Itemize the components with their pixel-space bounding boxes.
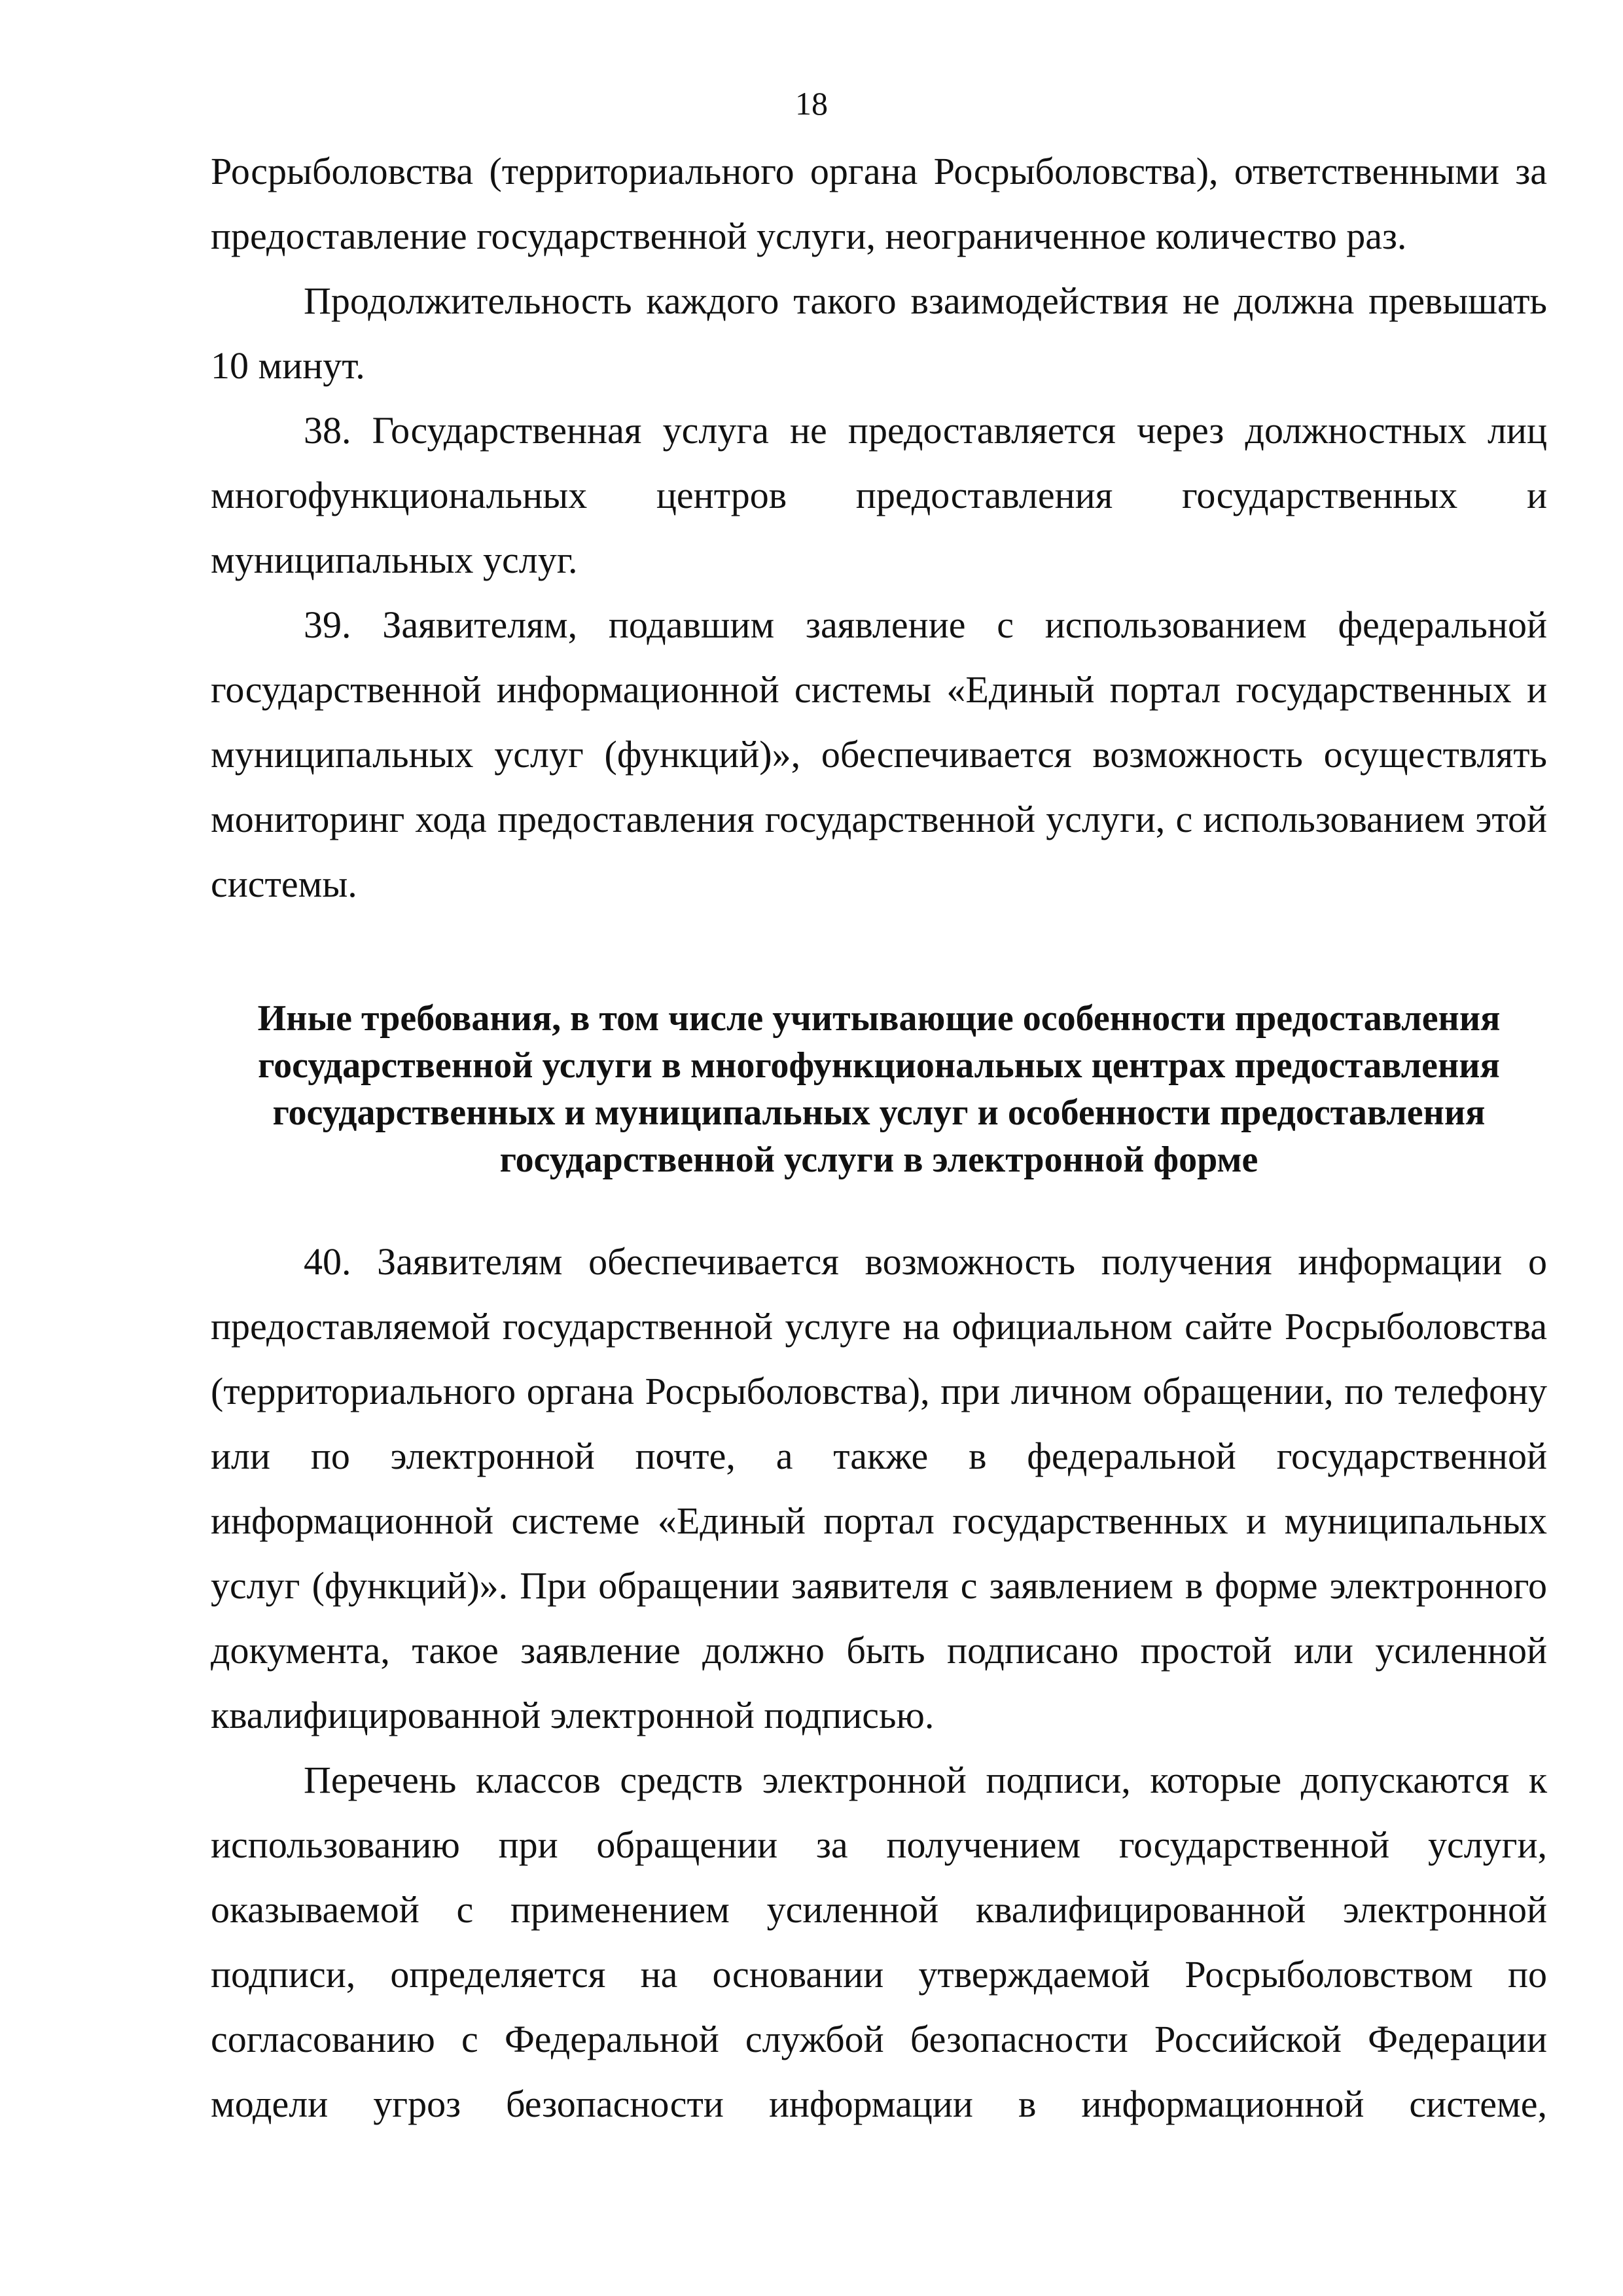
section-heading-line: государственных и муниципальных услуг и особенности предоставления xyxy=(272,1092,1486,1133)
page-number: 18 xyxy=(795,85,828,122)
body-text-bottom xyxy=(211,1229,1547,2136)
body-text-top xyxy=(211,139,1547,916)
paragraph-39: 39. Заявителям, подавшим заявление с использованием федеральной государственной информационной системы «Единый портал государственных и муниципальных услуг (функций)», обеспечивается возможность осуществлять мониторинг хода предоставления государственной услуги, с использованием этой системы. xyxy=(211,603,1547,905)
section-heading-line: Иные требования, в том числе учитывающие особенности предоставления xyxy=(257,998,1501,1039)
paragraph-38: 38. Государственная услуга не предоставляется через должностных лиц многофункциональных центров предоставления государственных и муниципальных услуг. xyxy=(211,409,1547,581)
paragraph-40: 40. Заявителям обеспечивается возможность получения информации о предоставляемой государственной услуге на официальном сайте Росрыболовства (территориального органа Росрыболовства), при личном обращении, по телефону или по электронной почте, а также в федеральной государственной информационной системе «Единый портал государственных и муниципальных услуг (функций)». При обращении заявителя с заявлением в форме электронного документа, такое заявление должно быть подписано простой или усиленной квалифицированной электронной подписью. xyxy=(211,1240,1547,1736)
section-heading xyxy=(211,995,1547,1183)
paragraph-signature-classes: Перечень классов средств электронной подписи, которые допускаются к использованию при обращении за получением государственной услуги, оказываемой с применением усиленной квалифицированной электронной подписи, определяется на основании утверждаемой Росрыболовством по согласованию с Федеральной службой безопасности Российской Федерации модели угроз безопасности информации в информационной системе, xyxy=(211,1759,1547,2125)
section-heading-line: государственной услуги в электронной форме xyxy=(499,1139,1258,1180)
section-heading-line: государственной услуги в многофункциональных центрах предоставления xyxy=(258,1045,1500,1086)
paragraph-continuation: Росрыболовства (территориального органа Росрыболовства), ответственными за предоставление государственной услуги, неограниченное количество раз. xyxy=(211,150,1547,257)
paragraph-duration: Продолжительность каждого такого взаимодействия не должна превышать 10 минут. xyxy=(211,279,1547,387)
